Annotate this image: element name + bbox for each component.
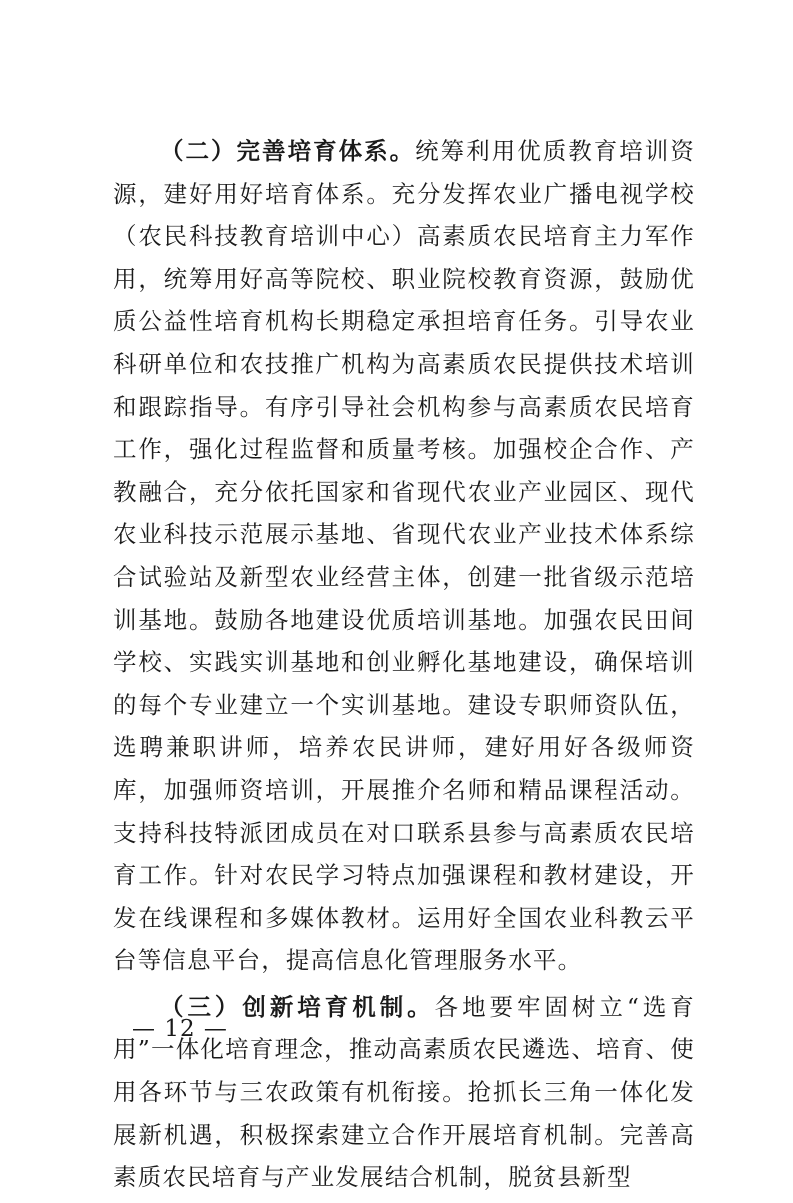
paragraph-training-system	[113, 130, 695, 982]
section-heading: （二）完善培育体系。	[160, 137, 416, 165]
section-heading: （三）创新培育机制。	[160, 992, 435, 1021]
paragraph-text: 统筹利用优质教育培训资源，建好用好培育体系。充分发挥农业广播电视学校（农民科技教育培训中心）高素质农民培育主力军作用，统筹用好高等院校、职业院校教育资源，鼓励优质公益性培育机构长期稳定承担培育任务。引导农业科研单位和农技推广机构为高素质农民提供技术培训和跟踪指导。有序引导社会机构参与高素质农民培育工作，强化过程监督和质量考核。加强校企合作、产教融合，充分依托国家和省现代农业产业园区、现代农业科技示范展示基地、省现代农业产业技术体系综合试验站及新型农业经营主体，创建一批省级示范培训基地。鼓励各地建设优质培训基地。加强农民田间学校、实践实训基地和创业孵化基地建设，确保培训的每个专业建立一个实训基地。建设专职师资队伍，选聘兼职讲师，培养农民讲师，建好用好各级师资库，加强师资培训，开展推介名师和精品课程活动。支持科技特派团成员在对口联系县参与高素质农民培育工作。针对农民学习特点加强课程和教材建设，开发在线课程和多媒体教材。运用好全国农业科教云平台等信息平台，提高信息化管理服务水平。	[113, 137, 696, 975]
page-number: — 12 —	[132, 1016, 228, 1042]
paragraph-text: 各地要牢固树立“选育用”一体化培育理念，推动高素质农民遴选、培育、使用各环节与三农政策有机衔接。抢抓长三角一体化发展新机遇，积极探索建立合作开展培育机制。完善高素质农民培育与产业发展结合机制，脱贫县新型	[113, 992, 695, 1192]
